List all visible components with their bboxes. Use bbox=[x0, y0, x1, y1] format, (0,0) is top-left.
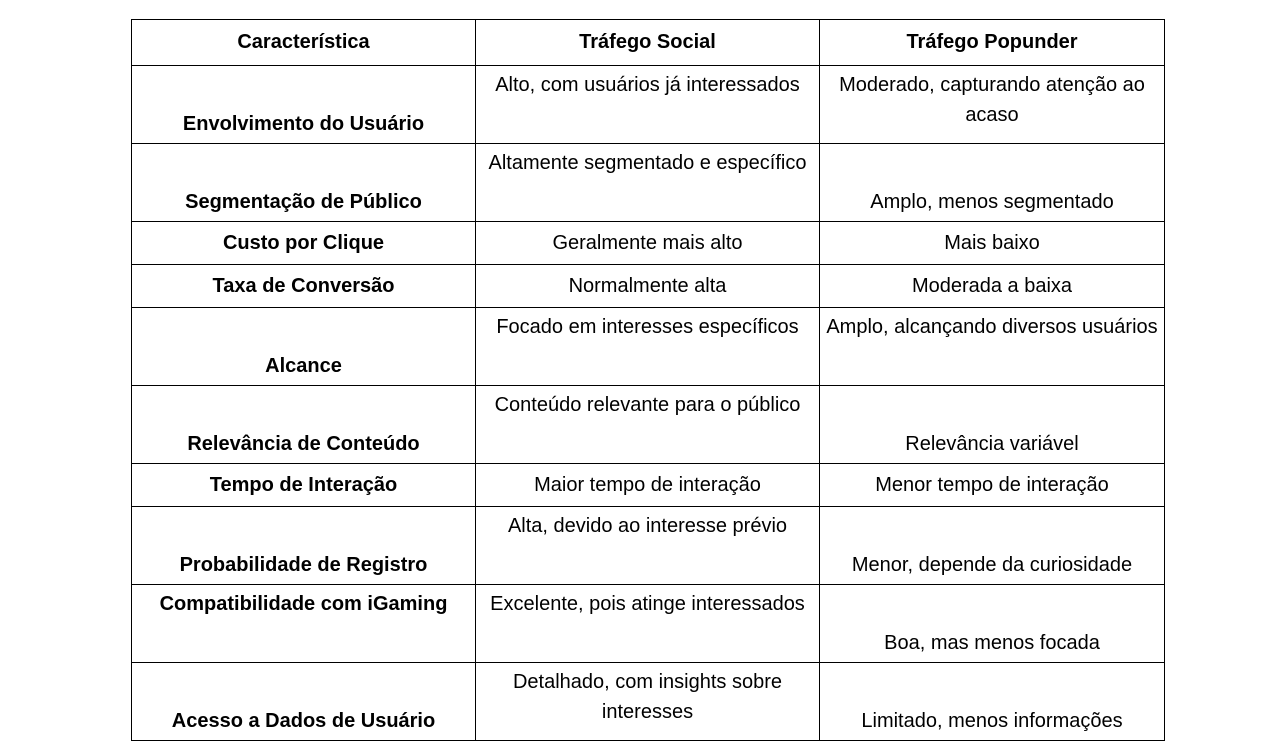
table-row bbox=[132, 144, 1165, 222]
feature-cell: Relevância de Conteúdo bbox=[132, 386, 476, 464]
feature-cell: Envolvimento do Usuário bbox=[132, 66, 476, 144]
feature-cell: Alcance bbox=[132, 308, 476, 386]
popunder-cell: Amplo, menos segmentado bbox=[820, 144, 1165, 222]
table-header bbox=[132, 20, 1165, 66]
table-row bbox=[132, 585, 1165, 663]
popunder-cell: Mais baixo bbox=[820, 222, 1165, 265]
feature-cell: Compatibilidade com iGaming bbox=[132, 585, 476, 663]
table-row bbox=[132, 308, 1165, 386]
table-row bbox=[132, 507, 1165, 585]
popunder-cell: Relevância variável bbox=[820, 386, 1165, 464]
popunder-cell: Limitado, menos informações bbox=[820, 663, 1165, 741]
feature-cell: Acesso a Dados de Usuário bbox=[132, 663, 476, 741]
popunder-cell: Boa, mas menos focada bbox=[820, 585, 1165, 663]
table-row bbox=[132, 464, 1165, 507]
table-body bbox=[132, 66, 1165, 741]
table-row bbox=[132, 386, 1165, 464]
social-cell: Excelente, pois atinge interessados bbox=[476, 585, 820, 663]
feature-cell: Taxa de Conversão bbox=[132, 265, 476, 308]
table-row bbox=[132, 265, 1165, 308]
popunder-cell: Moderado, capturando atenção ao acaso bbox=[820, 66, 1165, 144]
feature-cell: Tempo de Interação bbox=[132, 464, 476, 507]
social-cell: Geralmente mais alto bbox=[476, 222, 820, 265]
feature-cell: Custo por Clique bbox=[132, 222, 476, 265]
popunder-cell: Menor, depende da curiosidade bbox=[820, 507, 1165, 585]
feature-cell: Probabilidade de Registro bbox=[132, 507, 476, 585]
social-cell: Alto, com usuários já interessados bbox=[476, 66, 820, 144]
popunder-cell: Amplo, alcançando diversos usuários bbox=[820, 308, 1165, 386]
social-cell: Altamente segmentado e específico bbox=[476, 144, 820, 222]
social-cell: Maior tempo de interação bbox=[476, 464, 820, 507]
header-trafego-popunder: Tráfego Popunder bbox=[820, 20, 1165, 66]
header-row bbox=[132, 20, 1165, 66]
table-row bbox=[132, 66, 1165, 144]
table-row bbox=[132, 222, 1165, 265]
popunder-cell: Moderada a baixa bbox=[820, 265, 1165, 308]
social-cell: Focado em interesses específicos bbox=[476, 308, 820, 386]
social-cell: Alta, devido ao interesse prévio bbox=[476, 507, 820, 585]
social-cell: Conteúdo relevante para o público bbox=[476, 386, 820, 464]
comparison-table bbox=[131, 19, 1165, 741]
popunder-cell: Menor tempo de interação bbox=[820, 464, 1165, 507]
social-cell: Normalmente alta bbox=[476, 265, 820, 308]
table-row bbox=[132, 663, 1165, 741]
feature-cell: Segmentação de Público bbox=[132, 144, 476, 222]
header-trafego-social: Tráfego Social bbox=[476, 20, 820, 66]
header-caracteristica: Característica bbox=[132, 20, 476, 66]
social-cell: Detalhado, com insights sobre interesses bbox=[476, 663, 820, 741]
